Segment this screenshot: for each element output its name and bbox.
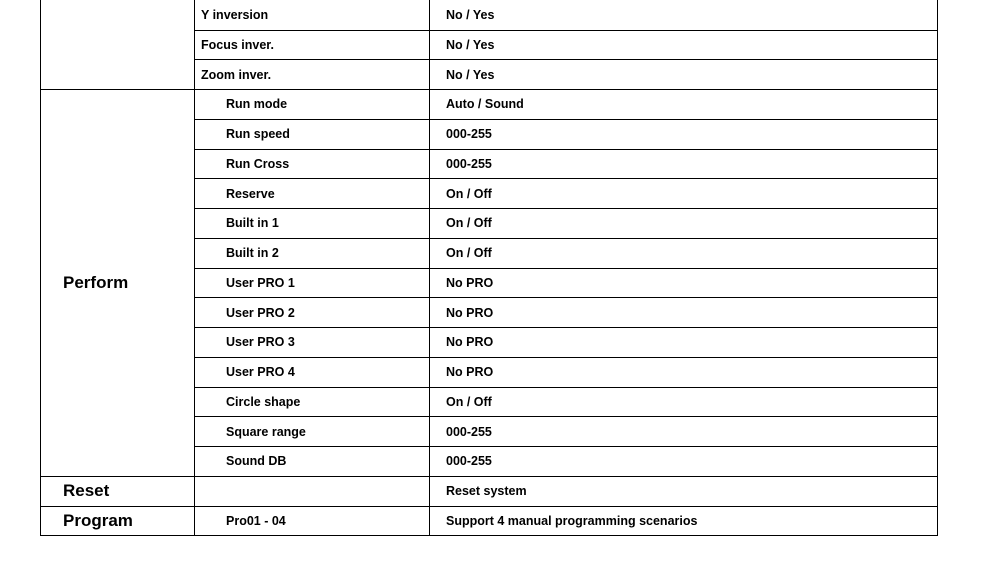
value-cell: No / Yes (430, 60, 938, 90)
value-cell: 000-255 (430, 119, 938, 149)
value-cell: No PRO (430, 357, 938, 387)
value-cell: On / Off (430, 179, 938, 209)
item-cell: Built in 2 (195, 238, 430, 268)
table-row (41, 0, 938, 30)
group-cell-blank (41, 0, 195, 90)
item-cell: User PRO 4 (195, 357, 430, 387)
item-cell: User PRO 1 (195, 268, 430, 298)
menu-settings-table (40, 0, 938, 536)
value-cell: On / Off (430, 238, 938, 268)
value-cell: No PRO (430, 328, 938, 358)
group-cell-program: Program (41, 506, 195, 536)
table-row (41, 90, 938, 120)
item-cell: User PRO 3 (195, 328, 430, 358)
value-cell: On / Off (430, 387, 938, 417)
value-cell: Auto / Sound (430, 90, 938, 120)
item-cell: Zoom inver. (195, 60, 430, 90)
value-cell: 000-255 (430, 447, 938, 477)
item-cell: Y inversion (195, 0, 430, 30)
item-cell: Focus inver. (195, 30, 430, 60)
group-cell-reset: Reset (41, 476, 195, 506)
item-cell: Sound DB (195, 447, 430, 477)
value-cell: No PRO (430, 268, 938, 298)
value-cell: 000-255 (430, 417, 938, 447)
value-cell: No PRO (430, 298, 938, 328)
value-cell: 000-255 (430, 149, 938, 179)
value-cell: On / Off (430, 209, 938, 239)
item-cell (195, 476, 430, 506)
value-cell: Support 4 manual programming scenarios (430, 506, 938, 536)
table-row (41, 476, 938, 506)
item-cell: Run speed (195, 119, 430, 149)
item-cell: Reserve (195, 179, 430, 209)
group-cell-perform: Perform (41, 90, 195, 477)
item-cell: Circle shape (195, 387, 430, 417)
value-cell: Reset system (430, 476, 938, 506)
item-cell: Built in 1 (195, 209, 430, 239)
value-cell: No / Yes (430, 30, 938, 60)
table-row (41, 506, 938, 536)
item-cell: Square range (195, 417, 430, 447)
value-cell: No / Yes (430, 0, 938, 30)
item-cell: Pro01 - 04 (195, 506, 430, 536)
item-cell: User PRO 2 (195, 298, 430, 328)
item-cell: Run mode (195, 90, 430, 120)
item-cell: Run Cross (195, 149, 430, 179)
